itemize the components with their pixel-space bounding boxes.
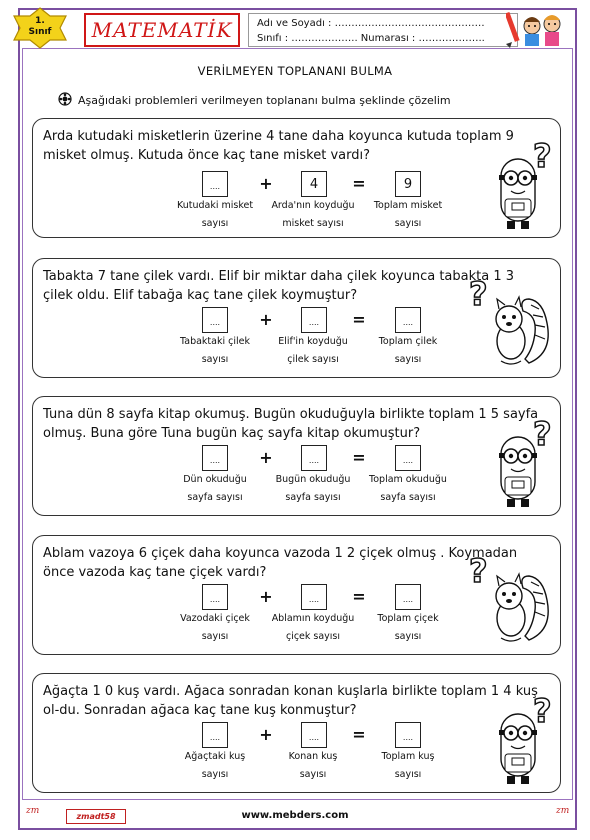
first-addend-box[interactable]: .... xyxy=(202,445,228,471)
instruction-text: Aşağıdaki problemleri verilmeyen toplananı bulma şeklinde çözelim xyxy=(78,94,451,107)
label-line: sayısı xyxy=(201,354,229,365)
label-line: sayısı xyxy=(201,769,229,780)
label-line: sayfa sayısı xyxy=(380,492,436,503)
grade-badge xyxy=(10,6,70,50)
label-line: Toplam misket xyxy=(373,200,443,211)
second-addend-box[interactable]: .... xyxy=(301,584,327,610)
first-addend-label xyxy=(160,197,270,233)
plus-sign: + xyxy=(259,448,273,467)
problem-text: Tabakta 7 tane çilek vardı. Elif bir miktar daha çilek koyunca tabakta 1 3 çilek oldu. Elif tabağa kaç tane çilek koymuştur? xyxy=(43,269,515,303)
question-mark: ? xyxy=(533,137,552,175)
question-mark: ? xyxy=(469,552,488,590)
equals-sign: = xyxy=(352,310,366,329)
second-addend-box[interactable]: .... xyxy=(301,722,327,748)
total-label xyxy=(353,471,463,507)
first-addend-label xyxy=(160,333,270,369)
plus-sign: + xyxy=(259,174,273,193)
flower-bullet-icon xyxy=(58,92,72,106)
second-addend-box[interactable]: 4 xyxy=(301,171,327,197)
label-line: sayfa sayısı xyxy=(187,492,243,503)
first-addend-label xyxy=(160,748,270,784)
plus-sign: + xyxy=(259,310,273,329)
label-line: sayısı xyxy=(394,354,422,365)
subject-title: MATEMATİK xyxy=(91,18,233,42)
second-addend-label xyxy=(258,333,368,369)
total-box[interactable]: .... xyxy=(395,584,421,610)
second-addend-label xyxy=(258,471,368,507)
student-info-box xyxy=(248,13,518,47)
label-line: Toplam çiçek xyxy=(377,613,439,624)
problem-card xyxy=(32,118,561,238)
equals-sign: = xyxy=(352,174,366,193)
label-line: Dün okuduğu xyxy=(183,474,247,485)
label-line: Konan kuş xyxy=(288,751,338,762)
total-label xyxy=(353,748,463,784)
label-line: Arda'nın koyduğu xyxy=(271,200,355,211)
label-line: çilek sayısı xyxy=(287,354,339,365)
footer-code: zmadt58 xyxy=(66,809,126,824)
equals-sign: = xyxy=(352,448,366,467)
problem-text: Tuna dün 8 sayfa kitap okumuş. Bugün okuduğuyla birlikte toplam 1 5 sayfa olmuş. Buna göre Tuna bugün kaç sayfa kitap okumuştur? xyxy=(43,407,539,441)
problem-text: Arda kutudaki misketlerin üzerine 4 tane daha koyunca kutuda toplam 9 misket olmuş. Kutuda önce kaç tane misket vardı? xyxy=(43,129,514,163)
second-addend-label xyxy=(258,748,368,784)
equals-sign: = xyxy=(352,587,366,606)
problem-text: Ablam vazoya 6 çiçek daha koyunca vazoda 1 2 çiçek olmuş . Koymadan önce vazoda kaç tane çiçek vardı? xyxy=(43,546,518,580)
problem-text: Ağaçta 1 0 kuş vardı. Ağaca sonradan konan kuşlarla birlikte toplam 1 4 kuş ol-du. Sonradan ağaca kaç tane kuş konmuştur? xyxy=(43,684,538,718)
second-addend-box[interactable]: .... xyxy=(301,307,327,333)
label-line: sayısı xyxy=(394,631,422,642)
total-label xyxy=(353,333,463,369)
total-box[interactable]: .... xyxy=(395,722,421,748)
problem-card xyxy=(32,396,561,516)
footer-logo-right: zm xyxy=(556,806,570,816)
label-line: Tabaktaki çilek xyxy=(180,336,250,347)
plus-sign: + xyxy=(259,725,273,744)
question-mark: ? xyxy=(533,415,552,453)
label-line: sayısı xyxy=(394,769,422,780)
label-line: sayfa sayısı xyxy=(285,492,341,503)
first-addend-box[interactable]: .... xyxy=(202,171,228,197)
problem-card xyxy=(32,258,561,378)
problem-card xyxy=(32,535,561,655)
first-addend-label xyxy=(160,610,270,646)
label-line: sayısı xyxy=(299,769,327,780)
class-line: Sınıfı : ……………….. Numarası : ……………….. xyxy=(257,33,485,44)
label-line: Elif'in koyduğu xyxy=(278,336,348,347)
question-mark: ? xyxy=(469,275,488,313)
plus-sign: + xyxy=(259,587,273,606)
total-box[interactable]: .... xyxy=(395,307,421,333)
label-line: sayısı xyxy=(394,218,422,229)
total-label xyxy=(353,610,463,646)
label-line: Kutudaki misket xyxy=(176,200,254,211)
label-line: sayısı xyxy=(201,218,229,229)
second-addend-label xyxy=(258,197,368,233)
footer-url[interactable]: www.mebders.com xyxy=(241,810,349,821)
first-addend-box[interactable]: .... xyxy=(202,722,228,748)
label-line: Ağaçtaki kuş xyxy=(184,751,246,762)
label-line: Bugün okuduğu xyxy=(275,474,351,485)
total-box[interactable]: .... xyxy=(395,445,421,471)
footer-logo-left: zm xyxy=(26,806,40,816)
subject-title-box xyxy=(84,13,240,47)
total-label xyxy=(353,197,463,233)
label-line: misket sayısı xyxy=(282,218,344,229)
equals-sign: = xyxy=(352,725,366,744)
squirrel-icon xyxy=(489,570,555,650)
worksheet-heading: VERİLMEYEN TOPLANANI BULMA xyxy=(197,64,393,78)
second-addend-box[interactable]: .... xyxy=(301,445,327,471)
label-line: Vazodaki çiçek xyxy=(180,613,250,624)
total-box[interactable]: 9 xyxy=(395,171,421,197)
label-line: sayısı xyxy=(201,631,229,642)
label-line: Toplam okuduğu xyxy=(369,474,447,485)
grade-label: Sınıf xyxy=(28,27,52,37)
label-line: Toplam kuş xyxy=(381,751,435,762)
first-addend-box[interactable]: .... xyxy=(202,584,228,610)
grade-number: 1. xyxy=(35,16,45,26)
name-line: Adı ve Soyadı : ……………………………………… xyxy=(257,18,485,29)
first-addend-box[interactable]: .... xyxy=(202,307,228,333)
first-addend-label xyxy=(160,471,270,507)
problem-card xyxy=(32,673,561,793)
label-line: Toplam çilek xyxy=(378,336,438,347)
label-line: Ablamın koyduğu xyxy=(271,613,355,624)
squirrel-icon xyxy=(489,293,555,373)
label-line: çiçek sayısı xyxy=(285,631,341,642)
question-mark: ? xyxy=(533,692,552,730)
kids-pencil-icon xyxy=(506,8,570,50)
second-addend-label xyxy=(258,610,368,646)
